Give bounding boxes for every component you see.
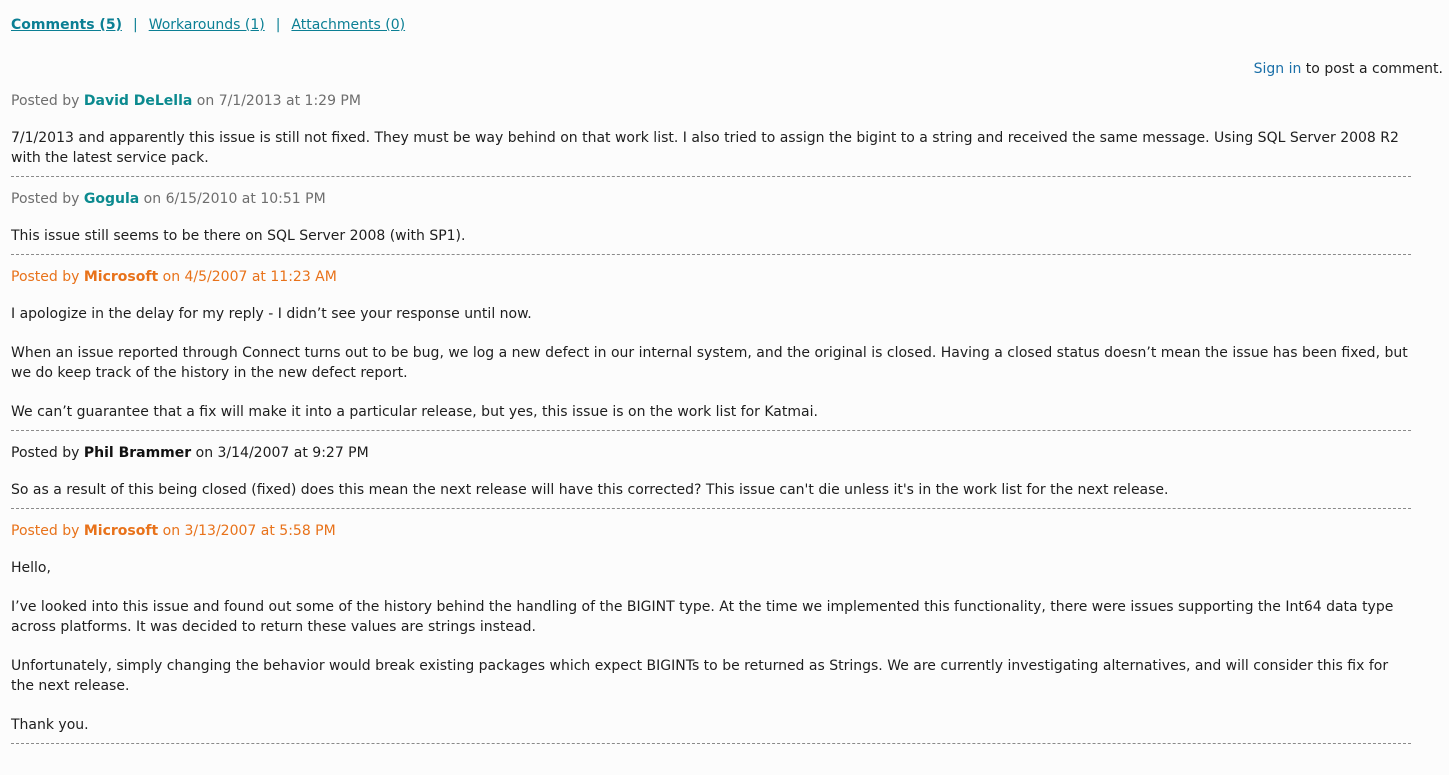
at-label: at xyxy=(247,269,271,285)
on-label: on xyxy=(158,523,185,539)
comment-meta xyxy=(11,521,1411,541)
comment-time: 5:58 PM xyxy=(279,523,336,539)
comment-date: 4/5/2007 xyxy=(184,269,248,285)
comment-paragraph: Unfortunately, simply changing the behavior would break existing packages which expect BIGINTs to be returned as Strings. We are currently investigating alternatives, and will consider this fix for the next release. xyxy=(11,658,1389,694)
posted-by-label: Posted by xyxy=(11,269,84,285)
signin-prompt xyxy=(1254,61,1443,77)
comment-time: 9:27 PM xyxy=(312,445,369,461)
tab-separator: | xyxy=(275,17,281,33)
signin-text: to post a comment. xyxy=(1301,61,1443,77)
comment-list xyxy=(11,91,1411,756)
tab-attachments[interactable]: Attachments (0) xyxy=(291,17,406,33)
comment-author[interactable]: Microsoft xyxy=(83,523,159,539)
at-label: at xyxy=(237,191,261,207)
at-label: at xyxy=(281,93,305,109)
comment-body xyxy=(11,480,1411,500)
comment-time: 1:29 PM xyxy=(304,93,361,109)
comment-paragraph: I apologize in the delay for my reply - I didn’t see your response until now. xyxy=(11,306,532,322)
comment-date: 6/15/2010 xyxy=(165,191,238,207)
comment-body xyxy=(11,304,1411,422)
comment-author[interactable]: Gogula xyxy=(83,191,140,207)
comment-meta xyxy=(11,443,1411,463)
comment-meta xyxy=(11,91,1411,111)
comment-time: 10:51 PM xyxy=(260,191,326,207)
comment-paragraph: This issue still seems to be there on SQL Server 2008 (with SP1). xyxy=(11,228,466,244)
comment-date: 7/1/2013 xyxy=(218,93,282,109)
comment-body xyxy=(11,558,1411,735)
comment-paragraph: Hello, xyxy=(11,560,51,576)
comment-paragraph: When an issue reported through Connect turns out to be bug, we log a new defect in our internal system, and the original is closed. Having a closed status doesn’t mean the issue has been fixed, but we do keep track of the history in the new defect report. xyxy=(11,345,1408,381)
comment-paragraph: I’ve looked into this issue and found out some of the history behind the handling of the BIGINT type. At the time we implemented this functionality, there were issues supporting the Int64 data type across platforms. It was decided to return these values are strings instead. xyxy=(11,599,1394,635)
sign-in-link[interactable]: Sign in xyxy=(1253,61,1302,77)
comment-item xyxy=(11,189,1411,255)
on-label: on xyxy=(139,191,166,207)
at-label: at xyxy=(256,523,280,539)
comment-item xyxy=(11,267,1411,431)
comment-date: 3/14/2007 xyxy=(217,445,290,461)
posted-by-label: Posted by xyxy=(11,523,84,539)
comment-body xyxy=(11,226,1411,246)
comment-author[interactable]: Microsoft xyxy=(83,269,159,285)
on-label: on xyxy=(192,93,219,109)
comment-paragraph: Thank you. xyxy=(11,717,89,733)
comment-time: 11:23 AM xyxy=(270,269,337,285)
comment-author[interactable]: David DeLella xyxy=(83,93,193,109)
comment-meta xyxy=(11,267,1411,287)
comment-item xyxy=(11,443,1411,509)
comment-tabs xyxy=(11,17,405,33)
on-label: on xyxy=(158,269,185,285)
on-label: on xyxy=(191,445,218,461)
comment-body xyxy=(11,128,1411,168)
at-label: at xyxy=(289,445,313,461)
posted-by-label: Posted by xyxy=(11,93,84,109)
tab-workarounds[interactable]: Workarounds (1) xyxy=(148,17,265,33)
comment-date: 3/13/2007 xyxy=(184,523,257,539)
comment-item xyxy=(11,521,1411,744)
comment-paragraph: We can’t guarantee that a fix will make it into a particular release, but yes, this issue is on the work list for Katmai. xyxy=(11,404,818,420)
comment-paragraph: So as a result of this being closed (fixed) does this mean the next release will have this corrected? This issue can't die unless it's in the work list for the next release. xyxy=(11,482,1169,498)
posted-by-label: Posted by xyxy=(11,445,84,461)
comment-paragraph: 7/1/2013 and apparently this issue is still not fixed. They must be way behind on that work list. I also tried to assign the bigint to a string and received the same message. Using SQL Server 2008 R2 with the latest service pack. xyxy=(11,130,1399,166)
tab-comments[interactable]: Comments (5) xyxy=(11,17,122,33)
tab-separator: | xyxy=(132,17,138,33)
comment-meta xyxy=(11,189,1411,209)
posted-by-label: Posted by xyxy=(11,191,84,207)
comment-author[interactable]: Phil Brammer xyxy=(83,445,192,461)
comment-item xyxy=(11,91,1411,177)
